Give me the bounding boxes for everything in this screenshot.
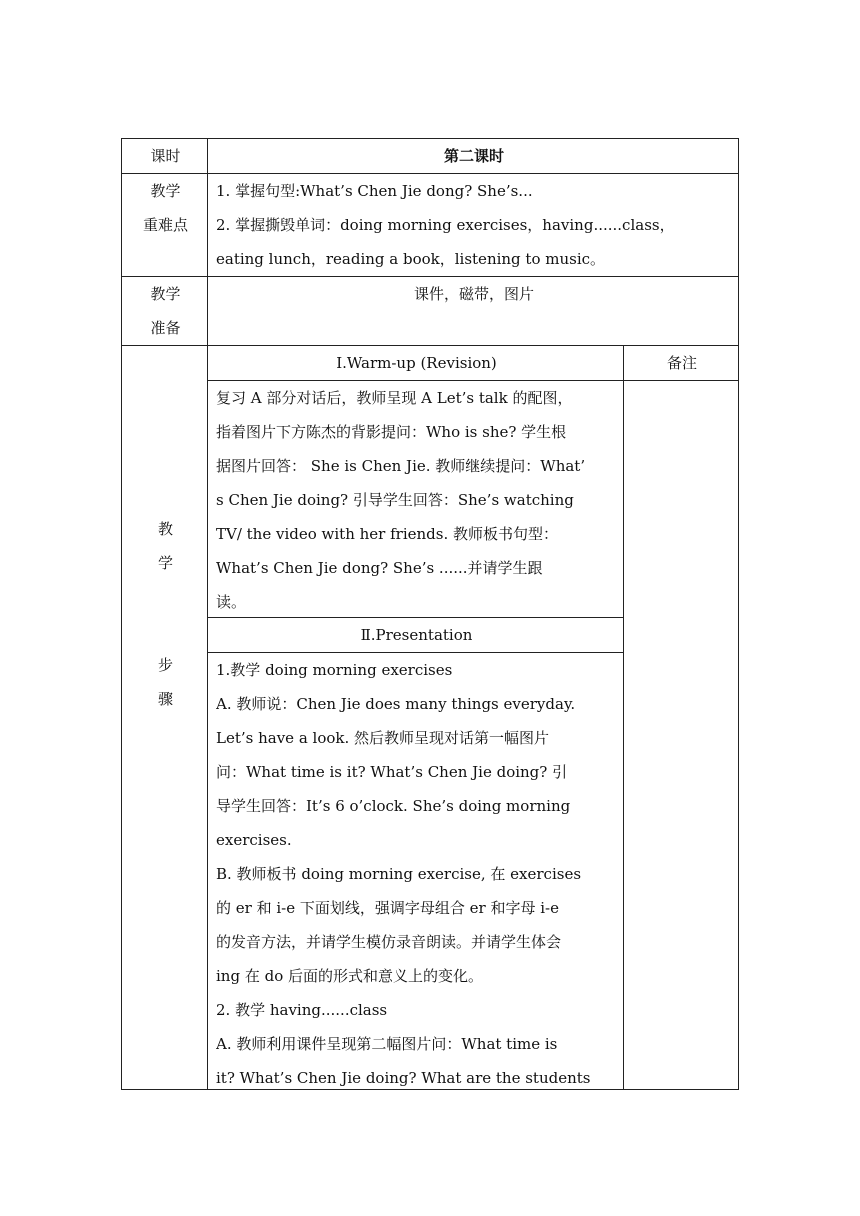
presentation-line-5: 导学生回答：It’s 6 o’clock. She’s doing morning xyxy=(216,797,571,815)
key-point-line-3: eating lunch，reading a book，listening to music。 xyxy=(216,250,606,268)
key-point-line-1: 1. 掌握句型:What’s Chen Jie dong? She’s... xyxy=(216,182,533,200)
lesson-plan-table xyxy=(121,138,739,1090)
steps-label-char-2: 学 xyxy=(157,554,173,572)
preparation-label-line2: 准备 xyxy=(150,319,181,337)
warmup-line-5: TV/ the video with her friends. 教师板书句型： xyxy=(216,525,559,543)
warmup-line-4: s Chen Jie doing? 引导学生回答：She’s watching xyxy=(216,491,574,509)
presentation-line-10: ing 在 do 后面的形式和意义上的变化。 xyxy=(216,967,483,985)
steps-label-char-1: 教 xyxy=(157,520,173,538)
cell-period-value: 第二课时 xyxy=(208,139,739,174)
warmup-line-6: What’s Chen Jie dong? She’s ......并请学生跟 xyxy=(216,559,543,577)
row-preparation xyxy=(122,277,739,346)
steps-label-char-4: 骤 xyxy=(157,690,173,708)
warmup-line-1: 复习 A 部分对话后，教师呈现 A Let’s talk 的配图， xyxy=(216,389,573,407)
warmup-line-3: 据图片回答： She is Chen Jie. 教师继续提问：What’ xyxy=(216,457,586,475)
cell-key-points-content xyxy=(208,174,739,277)
row-lesson-period xyxy=(122,139,739,174)
presentation-line-1: 1.教学 doing morning exercises xyxy=(216,661,453,679)
presentation-line-13: it? What’s Chen Jie doing? What are the students xyxy=(216,1069,591,1087)
presentation-line-11: 2. 教学 having......class xyxy=(216,1001,388,1019)
presentation-line-4: 问：What time is it? What’s Chen Jie doing? 引 xyxy=(216,763,568,781)
row-warmup-heading xyxy=(122,346,739,381)
presentation-line-9: 的发音方法，并请学生模仿录音朗读。并请学生体会 xyxy=(216,933,562,951)
presentation-line-2: A. 教师说：Chen Jie does many things everyday. xyxy=(216,695,576,713)
presentation-line-3: Let’s have a look. 然后教师呈现对话第一幅图片 xyxy=(216,729,550,747)
row-warmup-content xyxy=(122,381,739,618)
warmup-line-2: 指着图片下方陈杰的背影提问：Who is she? 学生根 xyxy=(216,423,567,441)
cell-preparation-label xyxy=(122,277,208,346)
cell-steps-label xyxy=(122,346,208,1090)
row-key-points xyxy=(122,174,739,277)
presentation-line-6: exercises. xyxy=(216,831,292,849)
warmup-heading: Ⅰ.Warm-up (Revision) xyxy=(208,346,624,381)
cell-period-label: 课时 xyxy=(122,139,208,174)
notes-header: 备注 xyxy=(624,346,739,381)
warmup-content xyxy=(208,381,624,618)
presentation-line-12: A. 教师利用课件呈现第二幅图片问：What time is xyxy=(216,1035,558,1053)
warmup-line-7: 读。 xyxy=(216,593,247,611)
cell-key-points-label xyxy=(122,174,208,277)
presentation-line-8: 的 er 和 i-e 下面划线，强调字母组合 er 和字母 i-e xyxy=(216,899,559,917)
preparation-label-line1: 教学 xyxy=(150,285,181,303)
key-points-label-line1: 教学 xyxy=(150,182,181,200)
cell-preparation-value: 课件，磁带，图片 xyxy=(208,277,739,346)
presentation-line-7: B. 教师板书 doing morning exercise, 在 exercises xyxy=(216,865,582,883)
notes-cell xyxy=(624,381,739,1090)
steps-label-char-3: 步 xyxy=(157,656,173,674)
presentation-content xyxy=(208,653,624,1090)
key-points-label-line2: 重难点 xyxy=(142,216,188,234)
key-point-line-2: 2. 掌握撕毁单词：doing morning exercises，having......class， xyxy=(216,216,675,234)
presentation-heading: Ⅱ.Presentation xyxy=(208,618,624,653)
